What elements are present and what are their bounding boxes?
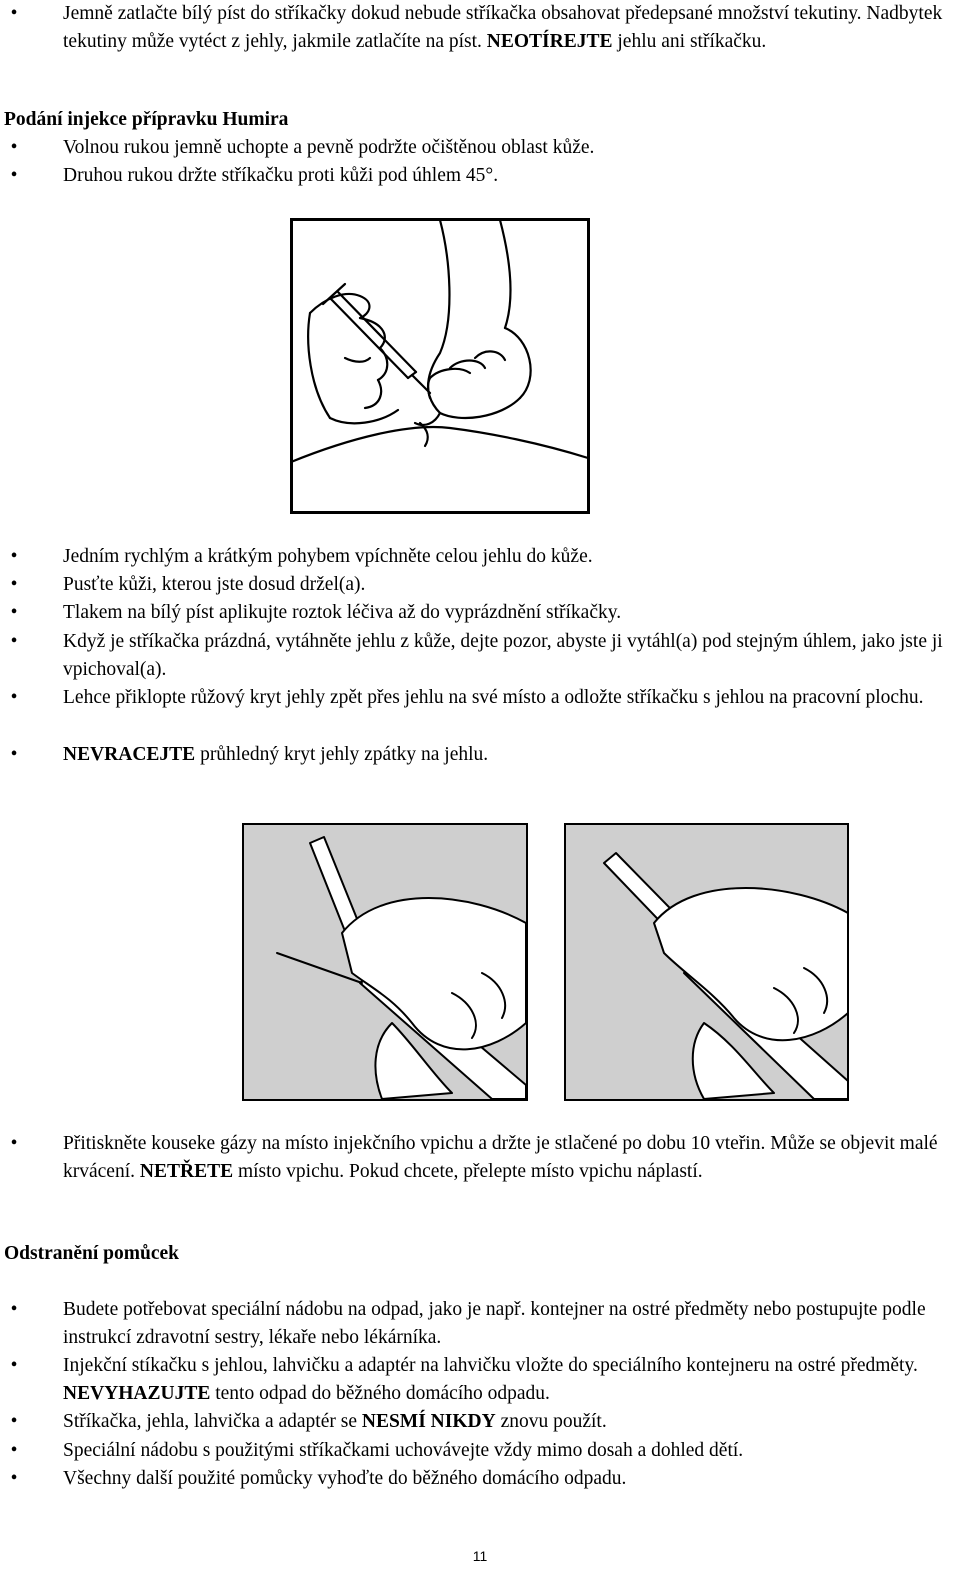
bullet: • [10,687,18,708]
bullet: • [10,574,18,595]
section-heading-administration: Podání injekce přípravku Humira [4,109,289,130]
list-item [0,628,955,684]
list-item [0,741,955,769]
illustration-recap-needle-step2 [564,823,849,1101]
list-item-text: Volnou rukou jemně uchopte a pevně podržte očištěnou oblast kůže. [63,137,595,158]
bullet: • [10,1440,18,1461]
list-item [0,1296,955,1352]
list-item-text: Budete potřebovat speciální nádobu na odpad, jako je např. kontejner na ostré předměty nebo postupujte podle instrukcí zdravotní sestry, lékaře nebo lékárníka. [63,1299,926,1348]
list-item [0,543,955,571]
list-item-text: Tlakem na bílý píst aplikujte roztok léčiva až do vyprázdnění stříkačky. [63,602,622,623]
list-item [0,1352,955,1408]
bullet: • [10,1355,18,1376]
list-item [0,134,955,162]
bullet: • [10,631,18,652]
bullet: • [10,3,18,24]
list-item [0,162,955,190]
bullet: • [10,1133,18,1154]
list-item [0,1437,955,1465]
list-item-text: Když je stříkačka prázdná, vytáhněte jehlu z kůže, dejte pozor, abyste ji vytáhl(a) pod stejným úhlem, jako jste ji vpichoval(a). [63,631,943,680]
emphasis: NEVRACEJTE [63,744,196,765]
page-number: 11 [472,1548,488,1564]
intro-item [0,0,955,56]
bullet: • [10,137,18,158]
bullet: • [10,165,18,186]
list-item [0,684,955,712]
list-item-text: Pusťte kůži, kterou jste dosud držel(a). [63,574,366,595]
bullet: • [10,1411,18,1432]
list-item-text: Speciální nádobu s použitými stříkačkami uchovávejte vždy mimo dosah a dohled dětí. [63,1440,744,1461]
list-item [0,1465,955,1493]
emphasis: NESMÍ NIKDY [361,1411,496,1432]
list-item-text: Lehce přiklopte růžový kryt jehly zpět přes jehlu na své místo a odložte stříkačku s jehlou na pracovní plochu. [63,687,924,708]
list-item-text: Přitiskněte kouseke gázy na místo injekčního vpichu a držte je stlačené po dobu 10 vteřin. Může se objevit malé krvácení. NETŘETE místo vpichu. Pokud chcete, přelepte místo vpichu náplastí. [63,1133,938,1182]
list-item-text: Stříkačka, jehla, lahvička a adaptér se NESMÍ NIKDY znovu použít. [63,1411,607,1432]
emphasis: NETŘETE [139,1161,234,1182]
emphasis: NEVYHAZUJTE [63,1383,211,1404]
section-heading-disposal: Odstranění pomůcek [4,1243,179,1264]
list-item-text: Všechny další použité pomůcky vyhoďte do běžného domácího odpadu. [63,1468,627,1489]
bullet: • [10,546,18,567]
list-item-text: NEVRACEJTE průhledný kryt jehly zpátky na jehlu. [63,744,489,765]
list-item [0,599,955,627]
list-item-text: Druhou rukou držte stříkačku proti kůži pod úhlem 45°. [63,165,499,186]
emphasis: NEOTÍREJTE [486,31,613,52]
illustration-recap-needle-step1 [242,823,528,1101]
bullet: • [10,1299,18,1320]
intro-text: Jemně zatlačte bílý píst do stříkačky dokud nebude stříkačka obsahovat předepsané množství tekutiny. Nadbytek tekutiny může vytéct z jehly, jakmile zatlačíte na píst. NEOTÍREJTE jehlu ani stříkačku. [63,3,943,52]
illustration-injection-45-degrees [290,218,590,514]
bullet: • [10,602,18,623]
list-item [0,1130,955,1186]
list-item [0,571,955,599]
bullet: • [10,1468,18,1489]
bullet: • [10,744,18,765]
list-item-text: Jedním rychlým a krátkým pohybem vpíchněte celou jehlu do kůže. [63,546,593,567]
list-item [0,1408,955,1436]
list-item-text: Injekční stíkačku s jehlou, lahvičku a adaptér na lahvičku vložte do speciálního kontejneru na ostré předměty. NEVYHAZUJTE tento odpad do běžného domácího odpadu. [63,1355,918,1404]
